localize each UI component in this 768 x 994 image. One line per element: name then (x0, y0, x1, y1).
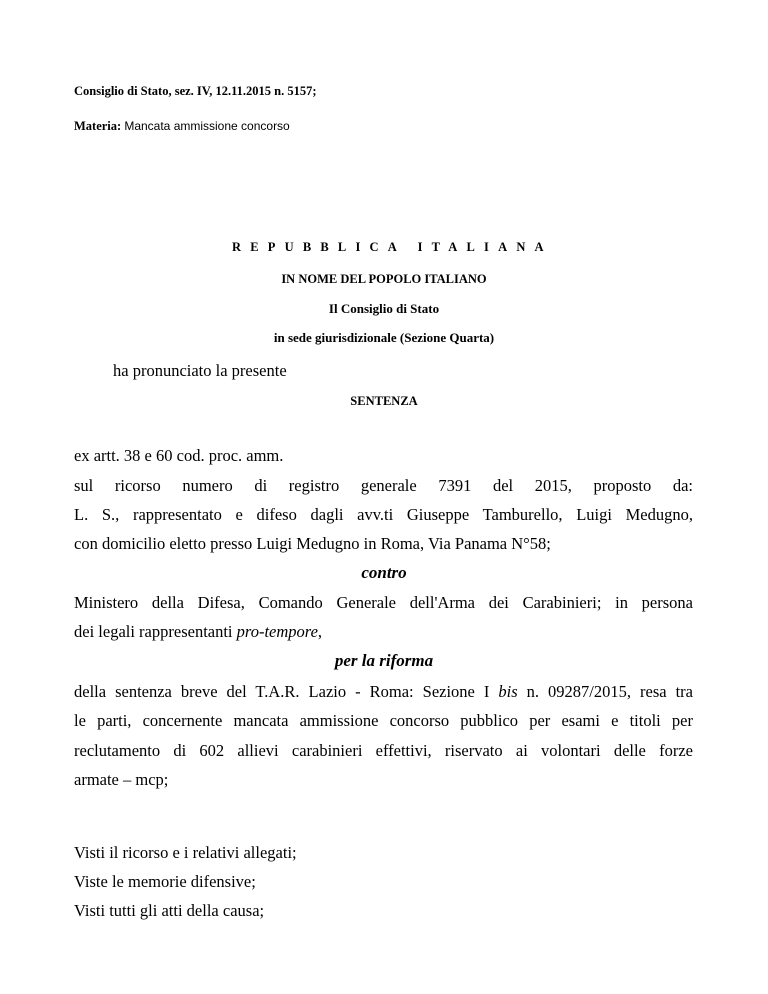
pro-tempore-italic: pro-tempore (236, 622, 318, 641)
body-line-11: Visti il ricorso e i relativi allegati; (74, 843, 297, 862)
body-line-7-text: della sentenza breve del T.A.R. Lazio - Roma: Sezione I (74, 682, 499, 701)
sede-heading: in sede giurisdizionale (Sezione Quarta) (273, 330, 495, 345)
body-line-7 (74, 682, 693, 702)
contro-heading: contro (361, 563, 407, 582)
body-line-5: Ministero della Difesa, Comando Generale dell'Arma dei Carabinieri; in persona (74, 593, 693, 612)
body-line-3: L. S., rappresentato e difeso dagli avv.ti Giuseppe Tamburello, Luigi Medugno, (74, 505, 693, 524)
body-line-1: ex artt. 38 e 60 cod. proc. amm. (74, 446, 284, 465)
consiglio-heading: Il Consiglio di Stato (328, 301, 440, 316)
body-line-6 (74, 622, 693, 642)
pronunciato-line: ha pronunciato la presente (113, 361, 287, 380)
body-line-9: reclutamento di 602 allievi carabinieri effettivi, riservato ai volontari delle forze (74, 741, 693, 760)
body-line-8: le parti, concernente mancata ammissione concorso pubblico per esami e titoli per (74, 711, 693, 730)
body-line-7-end: n. 09287/2015, resa tra (517, 682, 693, 701)
body-line-13: Visti tutti gli atti della causa; (74, 901, 265, 920)
body-line-10: armate – mcp; (74, 770, 169, 789)
body-line-2: sul ricorso numero di registro generale 7391 del 2015, proposto da: (74, 476, 693, 495)
republic-heading: REPUBBLICA ITALIANA (232, 240, 553, 254)
case-reference: Consiglio di Stato, sez. IV, 12.11.2015 n. 5157; (74, 84, 317, 98)
in-nome-heading: IN NOME DEL POPOLO ITALIANO (281, 272, 487, 286)
materia-value: Mancata ammissione concorso (124, 119, 290, 133)
body-line-6-text: dei legali rappresentanti (74, 622, 237, 641)
body-line-4: con domicilio eletto presso Luigi Medugno in Roma, Via Panama N°58; (74, 534, 551, 553)
per-la-riforma-heading: per la riforma (334, 651, 434, 670)
sentenza-heading: SENTENZA (350, 394, 418, 408)
materia-label: Materia: (74, 119, 122, 133)
body-line-6-end: , (317, 622, 323, 641)
body-line-12: Viste le memorie difensive; (74, 872, 256, 891)
bis-italic: bis (498, 682, 518, 701)
materia-line (74, 119, 290, 134)
